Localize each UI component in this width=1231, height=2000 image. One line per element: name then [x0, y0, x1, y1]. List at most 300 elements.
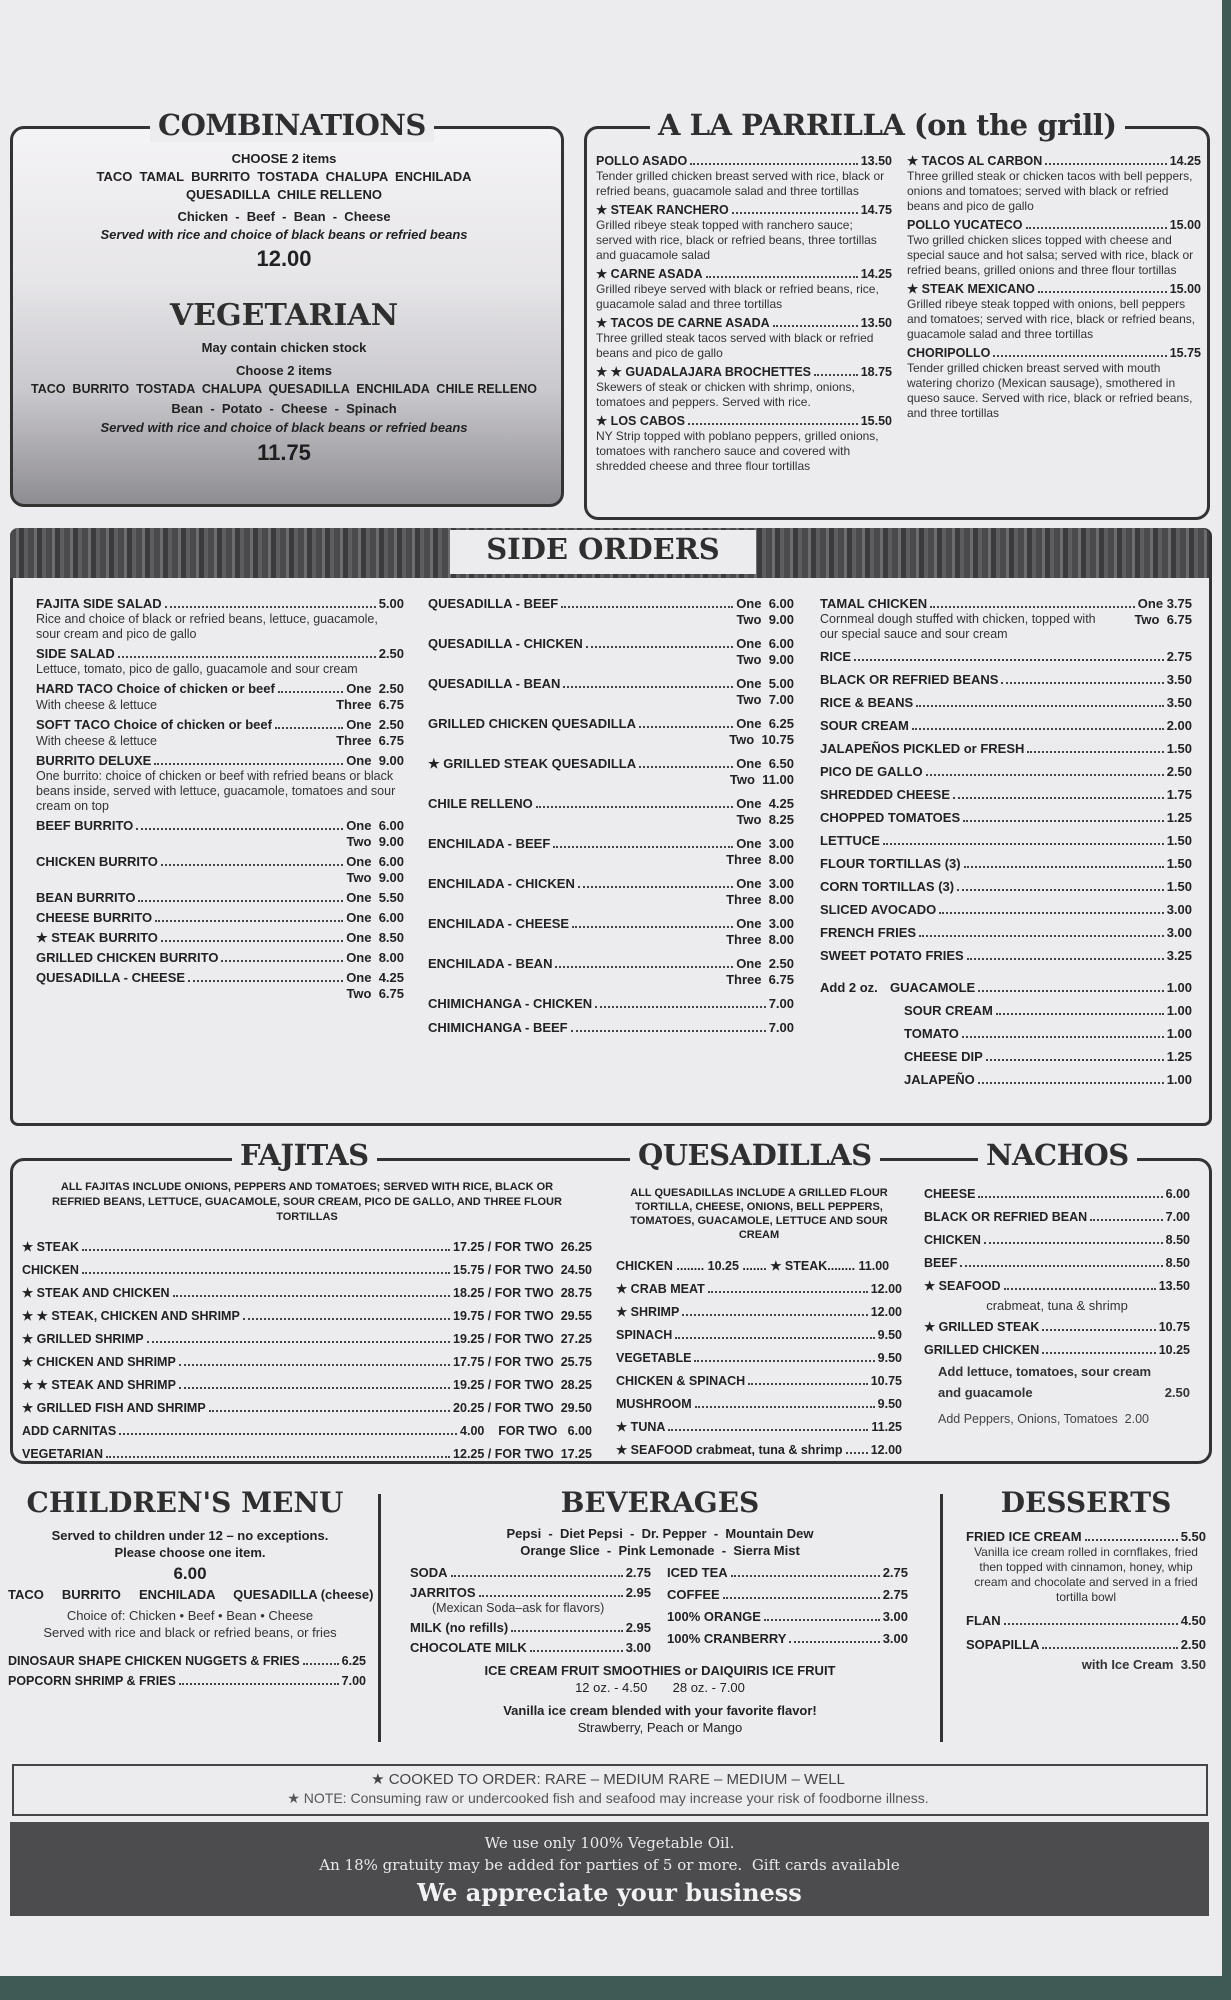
parrilla-right-item-1 [907, 217, 1201, 233]
side-col3-item-6-name: PICO DE GALLO [820, 764, 923, 779]
quesadillas-item-4-price: 10.75 [870, 1374, 902, 1388]
fajitas-title: FAJITAS [232, 1138, 377, 1172]
beverage-right-1-price: 2.75 [882, 1587, 908, 1602]
parrilla-left-item-0 [596, 153, 892, 169]
parrilla-left-desc-2: Grilled ribeye served with black or refried beans, rice, guacamole salad and three tortillas [596, 282, 879, 311]
side-col2-item-6 [428, 836, 794, 852]
side-add-item-3-name: CHEESE DIP [904, 1049, 983, 1064]
fajitas-item-6-price: 19.25 / FOR TWO 28.25 [453, 1378, 592, 1392]
side-col2-sub-9 [428, 972, 794, 988]
side-col1-item-11-name: QUESADILLA - CHEESE [36, 970, 186, 985]
side-col1-item-3 [36, 717, 404, 733]
dessert-fried-desc: Vanilla ice cream rolled in cornflakes, fried then topped with cinnamon, honey, whip cream and chocolate and served in a fried tortilla bowl [974, 1545, 1198, 1604]
beverage-right-3-name: 100% CRANBERRY [667, 1631, 787, 1646]
fajitas-item-9-price: 12.25 / FOR TWO 17.25 [453, 1447, 592, 1461]
side-col1-sub-11 [36, 986, 404, 1002]
nachos-item2-0 [924, 1319, 1190, 1335]
fajitas-item-3-price: 19.75 / FOR TWO 29.55 [453, 1309, 592, 1323]
side-col2-item-10-price: 7.00 [768, 996, 794, 1011]
fajitas-item-2-name: ★ STEAK AND CHICKEN [22, 1286, 170, 1300]
cooked-to-order: ★ COOKED TO ORDER: RARE – MEDIUM RARE – MEDIUM – WELL [371, 1771, 845, 1788]
side-col1-sub-3-note: With cheese & lettuce [36, 734, 157, 748]
side-col2-item-10 [428, 996, 794, 1012]
side-col1-item-10 [36, 950, 404, 966]
side-add-item-0-name: GUACAMOLE [890, 980, 976, 995]
parrilla-left-item-1-name: ★ STEAK RANCHERO [596, 203, 729, 217]
side-col2-item-5 [428, 796, 794, 812]
nachos-item-4-name: ★ SEAFOOD [924, 1279, 1001, 1293]
side-col2-sub-0 [428, 612, 794, 628]
side-col1-sub-6 [36, 870, 404, 886]
fajitas-item-1-price: 15.75 / FOR TWO 24.50 [453, 1263, 592, 1277]
side-orders-title: SIDE ORDERS [486, 532, 720, 566]
quesadillas-item-4 [616, 1373, 902, 1389]
side-col2-item-0 [428, 596, 794, 612]
side-col3-item-3-price: 3.50 [1166, 695, 1192, 710]
children-items: TACO BURRITO ENCHILADA QUESADILLA (cheese) [8, 1587, 374, 1602]
fajitas-item-8 [22, 1423, 592, 1439]
fajitas-item-7-price: 20.25 / FOR TWO 29.50 [453, 1401, 592, 1415]
parrilla-right-desc-2: Grilled ribeye steak topped with onions, bell peppers and tomatoes; served with rice, black or refried beans, guacamole salad and three tortillas [907, 297, 1196, 341]
side-col2-sub-6-price: Three 8.00 [726, 852, 794, 867]
parrilla-title: A LA PARRILLA (on the grill) [650, 108, 1125, 142]
parrilla-left-item-4-name: ★ ★ GUADALAJARA BROCHETTES [596, 365, 812, 379]
parrilla-right-item-0-name: ★ TACOS AL CARBON [907, 154, 1043, 168]
side-col1-item-4-price: One 9.00 [346, 753, 404, 768]
fajitas-item-4-price: 19.25 / FOR TWO 27.25 [453, 1332, 592, 1346]
nachos-seafood-desc: crabmeat, tuna & shrimp [986, 1298, 1128, 1313]
nachos-item-3-price: 8.50 [1165, 1256, 1190, 1270]
quesadillas-item-3-price: 9.50 [877, 1351, 902, 1365]
beverage-jarritos-desc: (Mexican Soda–ask for flavors) [432, 1601, 605, 1615]
footer-gratuity: An 18% gratuity may be added for parties of 5 or more. Gift cards available [319, 1856, 900, 1874]
fajitas-column [22, 1180, 592, 1462]
quesadillas-chicken-steak: CHICKEN ........ 10.25 ....... ★ STEAK........ 11.00 [616, 1259, 890, 1273]
side-col3-item-12-price: 3.00 [1166, 902, 1192, 917]
quesadillas-item-7 [616, 1442, 902, 1458]
nachos-item-4 [924, 1278, 1190, 1294]
nachos-list2 [924, 1319, 1190, 1358]
side-add-list [890, 980, 1192, 1088]
children-price: 6.00 [173, 1564, 207, 1583]
beverage-right-0 [667, 1565, 908, 1581]
side-col3-item-9-price: 1.50 [1166, 833, 1192, 848]
parrilla-right-desc-0: Three grilled steak or chicken tacos with bell peppers, onions and tomatoes; served with black or refried beans and pico de gallo [907, 169, 1193, 213]
beverages-smoothie-desc: Vanilla ice cream blended with your favorite flavor! [503, 1703, 817, 1718]
nachos-item-4-price: 13.50 [1158, 1279, 1190, 1293]
side-col2-item-1-price: One 6.00 [736, 636, 794, 651]
side-col1-item-0-price: 5.00 [378, 596, 404, 611]
side-col1-sub-2-price: Three 6.75 [336, 697, 404, 712]
side-col2-item-4-price: One 6.50 [736, 756, 794, 771]
nachos-add-peppers: Add Peppers, Onions, Tomatoes 2.00 [938, 1412, 1150, 1426]
side-col1-desc-1: Lettuce, tomato, pico de gallo, guacamole and sour cream [36, 662, 358, 676]
parrilla-right-item-3-name: CHORIPOLLO [907, 346, 991, 360]
side-col2-item-9 [428, 956, 794, 972]
parrilla-left-item-5-price: 15.50 [860, 414, 892, 428]
side-col2-item-3-price: One 6.25 [736, 716, 794, 731]
side-col1-item-7 [36, 890, 404, 906]
children-line1: Served to children under 12 – no exceptions. [51, 1528, 329, 1543]
side-col1-item-1 [36, 646, 404, 662]
nachos-add-line2: and guacamole [938, 1385, 1033, 1400]
parrilla-left-desc-1: Grilled ribeye steak topped with ranchero sauce; served with rice, black or refried beans, three tortillas and guacamole salad [596, 218, 877, 262]
parrilla-left-item-4-price: 18.75 [860, 365, 892, 379]
side-col3-item-8 [820, 810, 1192, 826]
side-col3-item-7-name: SHREDDED CHEESE [820, 787, 951, 802]
side-col2-item-1 [428, 636, 794, 652]
nachos-item-0-name: CHEESE [924, 1187, 976, 1201]
children-line2: Please choose one item. [114, 1545, 266, 1560]
nachos-list [924, 1186, 1190, 1294]
parrilla-left-item-4 [596, 364, 892, 380]
side-col3-item-10-name: FLOUR TORTILLAS (3) [820, 856, 961, 871]
side-col1-item-7-price: One 5.50 [346, 890, 404, 905]
nachos-item2-1-name: GRILLED CHICKEN [924, 1343, 1040, 1357]
side-col2-sub-4-price: Two 11.00 [729, 772, 794, 787]
fajitas-item-5-name: ★ CHICKEN AND SHRIMP [22, 1355, 176, 1369]
quesadillas-title: QUESADILLAS [630, 1138, 880, 1172]
side-col1-item-7-name: BEAN BURRITO [36, 890, 136, 905]
side-add-item-2 [890, 1026, 1192, 1042]
side-col2-item-8 [428, 916, 794, 932]
side-col1-item-0-name: FAJITA SIDE SALAD [36, 596, 162, 611]
parrilla-left-item-1-price: 14.75 [860, 203, 892, 217]
combinations-title: COMBINATIONS [150, 108, 434, 142]
nachos-item-1-name: BLACK OR REFRIED BEAN [924, 1210, 1088, 1224]
side-col1-item-9-name: ★ STEAK BURRITO [36, 930, 158, 945]
quesadillas-column [616, 1186, 902, 1458]
side-tamal-chicken: TAMAL CHICKEN One 3.75 [820, 596, 1192, 611]
beverages-smoothie-title: ICE CREAM FRUIT SMOOTHIES or DAIQUIRIS ICE FRUIT [484, 1663, 836, 1678]
side-col3-item-3 [820, 695, 1192, 711]
parrilla-left-item-3-price: 13.50 [860, 316, 892, 330]
parrilla-right-desc-3: Tender grilled chicken breast served with mouth watering chorizo (Mexican sausage), smothered in queso sauce. Served with rice, black or refried beans, and three tortillas [907, 361, 1193, 420]
parrilla-left-item-3 [596, 315, 892, 331]
side-col2-item-3 [428, 716, 794, 732]
children-divider [378, 1494, 381, 1742]
vegetarian-title: VEGETARIAN [169, 298, 399, 333]
side-col3-item-11 [820, 879, 1192, 895]
side-col2-sub-4 [428, 772, 794, 788]
side-col2-item-2-name: QUESADILLA - BEAN [428, 676, 561, 691]
vegetarian-served: Served with rice and choice of black beans or refried beans [100, 420, 468, 435]
children-extra-0-name: DINOSAUR SHAPE CHICKEN NUGGETS & FRIES [8, 1654, 300, 1668]
fajitas-item-1-name: CHICKEN [22, 1263, 79, 1277]
side-col3-item-5-price: 1.50 [1166, 741, 1192, 756]
side-col3-item-13-price: 3.00 [1166, 925, 1192, 940]
beverage-right-1 [667, 1587, 908, 1603]
side-col2-item-7-name: ENCHILADA - CHICKEN [428, 876, 575, 891]
nachos-item2-0-price: 10.75 [1158, 1320, 1190, 1334]
side-col3-item-6 [820, 764, 1192, 780]
parrilla-right-item-2 [907, 281, 1201, 297]
quesadillas-item-2-price: 9.50 [877, 1328, 902, 1342]
side-col1-sub-5 [36, 834, 404, 850]
side-add-item-1-price: 1.00 [1166, 1003, 1192, 1018]
side-col2-item-7 [428, 876, 794, 892]
quesadillas-item-0-price: 12.00 [870, 1282, 902, 1296]
children-choice: Choice of: Chicken • Beef • Bean • Cheese [66, 1608, 314, 1623]
side-col1-desc-0: Rice and choice of black or refried beans, lettuce, guacamole, sour cream and pico de gallo [36, 612, 378, 641]
nachos-item-3-name: BEEF [924, 1256, 958, 1270]
nachos-item-3 [924, 1255, 1190, 1271]
side-col2-item-6-price: One 3.00 [736, 836, 794, 851]
parrilla-left-item-0-name: POLLO ASADO [596, 154, 688, 168]
fajitas-item-9 [22, 1446, 592, 1462]
side-col2-item-11-price: 7.00 [768, 1020, 794, 1035]
side-col1-item-2-price: One 2.50 [346, 681, 404, 696]
vegetarian-price: 11.75 [257, 440, 311, 465]
beverages-smoothie-sizes: 12 oz. - 4.50 28 oz. - 7.00 [575, 1680, 745, 1695]
side-col3-item-1-price: 2.75 [1166, 649, 1192, 664]
side-col2-sub-6 [428, 852, 794, 868]
fajitas-item-8-name: ADD CARNITAS [22, 1424, 117, 1438]
beverage-right-2-name: 100% ORANGE [667, 1609, 761, 1624]
parrilla-left-desc-3: Three grilled steak tacos served with black or refried beans and pico de gallo [596, 331, 874, 360]
parrilla-right-column [907, 153, 1201, 421]
quesadillas-item-6-name: ★ TUNA [616, 1420, 666, 1434]
foodborne-note: ★ NOTE: Consuming raw or undercooked fish and seafood may increase your risk of foodborne illness. [287, 1790, 929, 1806]
side-col2-sub-2-price: Two 7.00 [736, 692, 794, 707]
side-col2-sub-9-price: Three 6.75 [726, 972, 794, 987]
side-col2-item-10-name: CHIMICHANGA - CHICKEN [428, 996, 593, 1011]
dessert-sopapilla-ice-cream: with Ice Cream 3.50 [1081, 1657, 1206, 1672]
nachos-item-2 [924, 1232, 1190, 1248]
desserts-divider [940, 1494, 943, 1742]
side-add-item-4-price: 1.00 [1166, 1072, 1192, 1087]
parrilla-right-desc-1: Two grilled chicken slices topped with cheese and special sauce and hot salsa; served with rice, black or refried beans, grilled onions and three flour tortillas [907, 233, 1194, 277]
quesadillas-item-2-name: SPINACH [616, 1328, 673, 1342]
side-col1-sub-3 [36, 733, 404, 749]
dessert-fried-ice-cream: FRIED ICE CREAM 5.50 [966, 1529, 1206, 1544]
beverage-milk: MILK (no refills) 2.95 [410, 1620, 651, 1635]
beverage-right-3 [667, 1631, 908, 1647]
side-col2-sub-0-price: Two 9.00 [736, 612, 794, 627]
quesadillas-item-5-price: 9.50 [877, 1397, 902, 1411]
side-col2-sub-1 [428, 652, 794, 668]
nachos-item-2-name: CHICKEN [924, 1233, 981, 1247]
side-col2-item-1-name: QUESADILLA - CHICKEN [428, 636, 583, 651]
side-col2-sub-2 [428, 692, 794, 708]
nachos-column [924, 1186, 1190, 1426]
side-col2-sub-7-price: Three 8.00 [726, 892, 794, 907]
side-add-item-3-price: 1.25 [1166, 1049, 1192, 1064]
quesadillas-item-6-price: 11.25 [871, 1420, 902, 1434]
side-col1-item-1-price: 2.50 [378, 646, 404, 661]
nachos-item2-1-price: 10.25 [1158, 1343, 1190, 1357]
parrilla-right-item-3 [907, 345, 1201, 361]
beverage-right-2-price: 3.00 [882, 1609, 908, 1624]
beverage-right-0-name: ICED TEA [667, 1565, 728, 1580]
beverage-soda: SODA 2.75 [410, 1565, 651, 1580]
desserts-column [966, 1486, 1206, 1672]
side-col3-item-13 [820, 925, 1192, 941]
side-col1-sub-2 [36, 697, 404, 713]
vegetarian-items-line1: TACO BURRITO TOSTADA CHALUPA QUESADILLA ENCHILADA CHILE RELLENO [30, 382, 537, 396]
fajitas-item-0 [22, 1239, 592, 1255]
side-col3-item-5-name: JALAPEÑOS PICKLED or FRESH [820, 741, 1025, 756]
side-col2-sub-5-price: Two 8.25 [736, 812, 794, 827]
side-col1-item-4-name: BURRITO DELUXE [36, 753, 152, 768]
side-col3-item-9-name: LETTUCE [820, 833, 880, 848]
side-col2-item-2-price: One 5.00 [736, 676, 794, 691]
side-col2-item-4-name: ★ GRILLED STEAK QUESADILLA [428, 756, 637, 771]
children-served: Served with rice and black or refried beans, or fries [43, 1625, 337, 1640]
side-col3-item-8-name: CHOPPED TOMATOES [820, 810, 961, 825]
fajitas-item-4 [22, 1331, 592, 1347]
children-column [8, 1486, 372, 1689]
side-col1-item-2 [36, 681, 404, 697]
side-col1-item-8-price: One 6.00 [346, 910, 404, 925]
side-add-label: Add 2 oz. [820, 980, 878, 995]
side-col3-item-2-price: 3.50 [1166, 672, 1192, 687]
side-col1-item-2-name: HARD TACO Choice of chicken or beef [36, 681, 275, 696]
parrilla-left-item-5 [596, 413, 892, 429]
side-col3-item-7-price: 1.75 [1166, 787, 1192, 802]
side-tamal-two: Two 6.75 [1134, 612, 1192, 627]
side-col1-item-1-name: SIDE SALAD [36, 646, 115, 661]
side-col2-item-4 [428, 756, 794, 772]
quesadillas-item-5-name: MUSHROOM [616, 1397, 692, 1411]
side-col3-item-3-name: RICE & BEANS [820, 695, 914, 710]
vegetarian-choose: Choose 2 items [235, 363, 333, 378]
side-col2-sub-8 [428, 932, 794, 948]
side-add-item-3 [890, 1049, 1192, 1065]
side-col2-sub-3-price: Two 10.75 [729, 732, 794, 747]
side-col3-item-2-name: BLACK OR REFRIED BEANS [820, 672, 999, 687]
side-add-item-0 [890, 980, 1192, 996]
quesadillas-item-7-name: ★ SEAFOOD crabmeat, tuna & shrimp [616, 1443, 843, 1457]
combinations-choose: CHOOSE 2 items [231, 151, 337, 166]
side-col2-item-2 [428, 676, 794, 692]
side-add-item-1-name: SOUR CREAM [904, 1003, 993, 1018]
side-col3-item-11-name: CORN TORTILLAS (3) [820, 879, 955, 894]
side-col1-item-4 [36, 753, 404, 769]
fajitas-item-2-price: 18.25 / FOR TWO 28.75 [453, 1286, 592, 1300]
side-col2-sub-5 [428, 812, 794, 828]
side-add-item-2-price: 1.00 [1166, 1026, 1192, 1041]
quesadillas-item-2 [616, 1327, 902, 1343]
beverage-jarritos: JARRITOS 2.95 [410, 1585, 651, 1600]
children-extra-0-price: 6.25 [341, 1654, 366, 1668]
children-title: CHILDREN'S MENU [26, 1486, 344, 1519]
parrilla-left-desc-0: Tender grilled chicken breast served with rice, black or refried beans, guacamole salad and three tortillas [596, 169, 885, 198]
side-col3-item-6-price: 2.50 [1166, 764, 1192, 779]
vegetarian-note: May contain chicken stock [201, 340, 367, 355]
side-col3-item-1 [820, 649, 1192, 665]
beverage-right-3-price: 3.00 [882, 1631, 908, 1646]
side-col2-item-0-name: QUESADILLA - BEEF [428, 596, 559, 611]
side-orders-col2 [428, 596, 794, 1036]
fajitas-item-4-name: ★ GRILLED SHRIMP [22, 1332, 144, 1346]
quesadillas-item-7-price: 12.00 [870, 1443, 902, 1457]
nachos-item2-0-name: ★ GRILLED STEAK [924, 1320, 1040, 1334]
side-tamal-desc: Cornmeal dough stuffed with chicken, topped with our special sauce and sour cream [820, 612, 1096, 641]
fajitas-item-1 [22, 1262, 592, 1278]
quesadillas-item-0 [616, 1281, 902, 1297]
fajitas-item-6 [22, 1377, 592, 1393]
side-col2-item-0-price: One 6.00 [736, 596, 794, 611]
side-col2-sub-1-price: Two 9.00 [736, 652, 794, 667]
combinations-items-line1: TACO TAMAL BURRITO TOSTADA CHALUPA ENCHILADA [96, 169, 472, 184]
combinations-meats: Chicken - Beef - Bean - Cheese [177, 209, 391, 224]
side-col1-item-8 [36, 910, 404, 926]
parrilla-left-item-2 [596, 266, 892, 282]
parrilla-left-desc-5: NY Strip topped with poblano peppers, grilled onions, tomatoes with ranchero sauce and covered with shredded cheese and three flour tortillas [596, 429, 879, 473]
parrilla-left-item-3-name: ★ TACOS DE CARNE ASADA [596, 316, 770, 330]
side-add-item-4 [890, 1072, 1192, 1088]
beverages-smoothie-flavors: Strawberry, Peach or Mango [577, 1720, 743, 1735]
fajitas-item-5-price: 17.75 / FOR TWO 25.75 [453, 1355, 592, 1369]
beverages-sodas2: Orange Slice - Pink Lemonade - Sierra Mist [520, 1543, 800, 1558]
side-col3-item-12 [820, 902, 1192, 918]
side-col3-item-12-name: SLICED AVOCADO [820, 902, 937, 917]
nachos-item2-1 [924, 1342, 1190, 1358]
side-col3-item-4-name: SOUR CREAM [820, 718, 909, 733]
quesadillas-item-6 [616, 1419, 902, 1435]
side-add-item-2-name: TOMATO [904, 1026, 959, 1041]
nachos-item-1-price: 7.00 [1165, 1210, 1190, 1224]
side-col1-item-9 [36, 930, 404, 946]
side-col1-sub-2-note: With cheese & lettuce [36, 698, 157, 712]
fajitas-list [22, 1239, 592, 1462]
parrilla-left-desc-4: Skewers of steak or chicken with shrimp, onions, tomatoes and peppers. Served with rice. [596, 380, 855, 409]
beverages-sodas1: Pepsi - Diet Pepsi - Dr. Pepper - Mountain Dew [506, 1526, 814, 1541]
side-col3-item-8-price: 1.25 [1166, 810, 1192, 825]
quesadillas-intro: ALL QUESADILLAS INCLUDE A GRILLED FLOUR TORTILLA, CHEESE, ONIONS, BELL PEPPERS, TOMATOES, GUACAMOLE, LETTUCE AND SOUR CREAM [630, 1187, 888, 1241]
side-orders-col3 [820, 596, 1192, 1088]
side-col1-item-10-price: One 8.00 [346, 950, 404, 965]
footer-appreciate: We appreciate your business [417, 1878, 802, 1907]
side-col2-item-5-name: CHILE RELLENO [428, 796, 533, 811]
parrilla-left-column [596, 153, 892, 474]
nachos-add-price: 2.50 [1164, 1385, 1190, 1400]
side-col2-item-6-name: ENCHILADA - BEEF [428, 836, 551, 851]
parrilla-right-item-0 [907, 153, 1201, 169]
fajitas-item-3-name: ★ ★ STEAK, CHICKEN AND SHRIMP [22, 1309, 240, 1323]
side-col1-sub-5-price: Two 9.00 [346, 834, 404, 849]
side-col3-item-10-price: 1.50 [1166, 856, 1192, 871]
side-col2-sub-8-price: Three 8.00 [726, 932, 794, 947]
nachos-item-0-price: 6.00 [1165, 1187, 1190, 1201]
side-col2-item-9-price: One 2.50 [736, 956, 794, 971]
side-col1-item-5-price: One 6.00 [346, 818, 404, 833]
beverage-right-1-name: COFFEE [667, 1587, 720, 1602]
parrilla-right-item-2-price: 15.00 [1169, 282, 1201, 296]
side-col3-item-10 [820, 856, 1192, 872]
quesadillas-item-3-name: VEGETABLE [616, 1351, 692, 1365]
quesadillas-item-5 [616, 1396, 902, 1412]
side-col1-item-5-name: BEEF BURRITO [36, 818, 134, 833]
side-orders-col1 [36, 596, 404, 1002]
fajitas-item-2 [22, 1285, 592, 1301]
desserts-title: DESSERTS [1000, 1486, 1172, 1519]
side-col1-sub-11-price: Two 6.75 [346, 986, 404, 1001]
fajitas-item-7-name: ★ GRILLED FISH AND SHRIMP [22, 1401, 206, 1415]
side-col2-item-9-name: ENCHILADA - BEAN [428, 956, 553, 971]
side-col3-item-7 [820, 787, 1192, 803]
parrilla-left-item-1 [596, 202, 892, 218]
side-col1-item-3-price: One 2.50 [346, 717, 404, 732]
fajitas-intro: ALL FAJITAS INCLUDE ONIONS, PEPPERS AND TOMATOES; SERVED WITH RICE, BLACK OR REFRIED BEANS, LETTUCE, GUACAMOLE, SOUR CREAM, PICO DE GALLO, AND THREE FLOUR TORTILLAS [52, 1181, 562, 1223]
side-col1-item-6-price: One 6.00 [346, 854, 404, 869]
children-extra-1 [8, 1673, 366, 1689]
children-extra-1-name: POPCORN SHRIMP & FRIES [8, 1674, 176, 1688]
children-extras [8, 1653, 372, 1689]
side-col1-item-9-price: One 8.50 [346, 930, 404, 945]
side-col2-sub-7 [428, 892, 794, 908]
